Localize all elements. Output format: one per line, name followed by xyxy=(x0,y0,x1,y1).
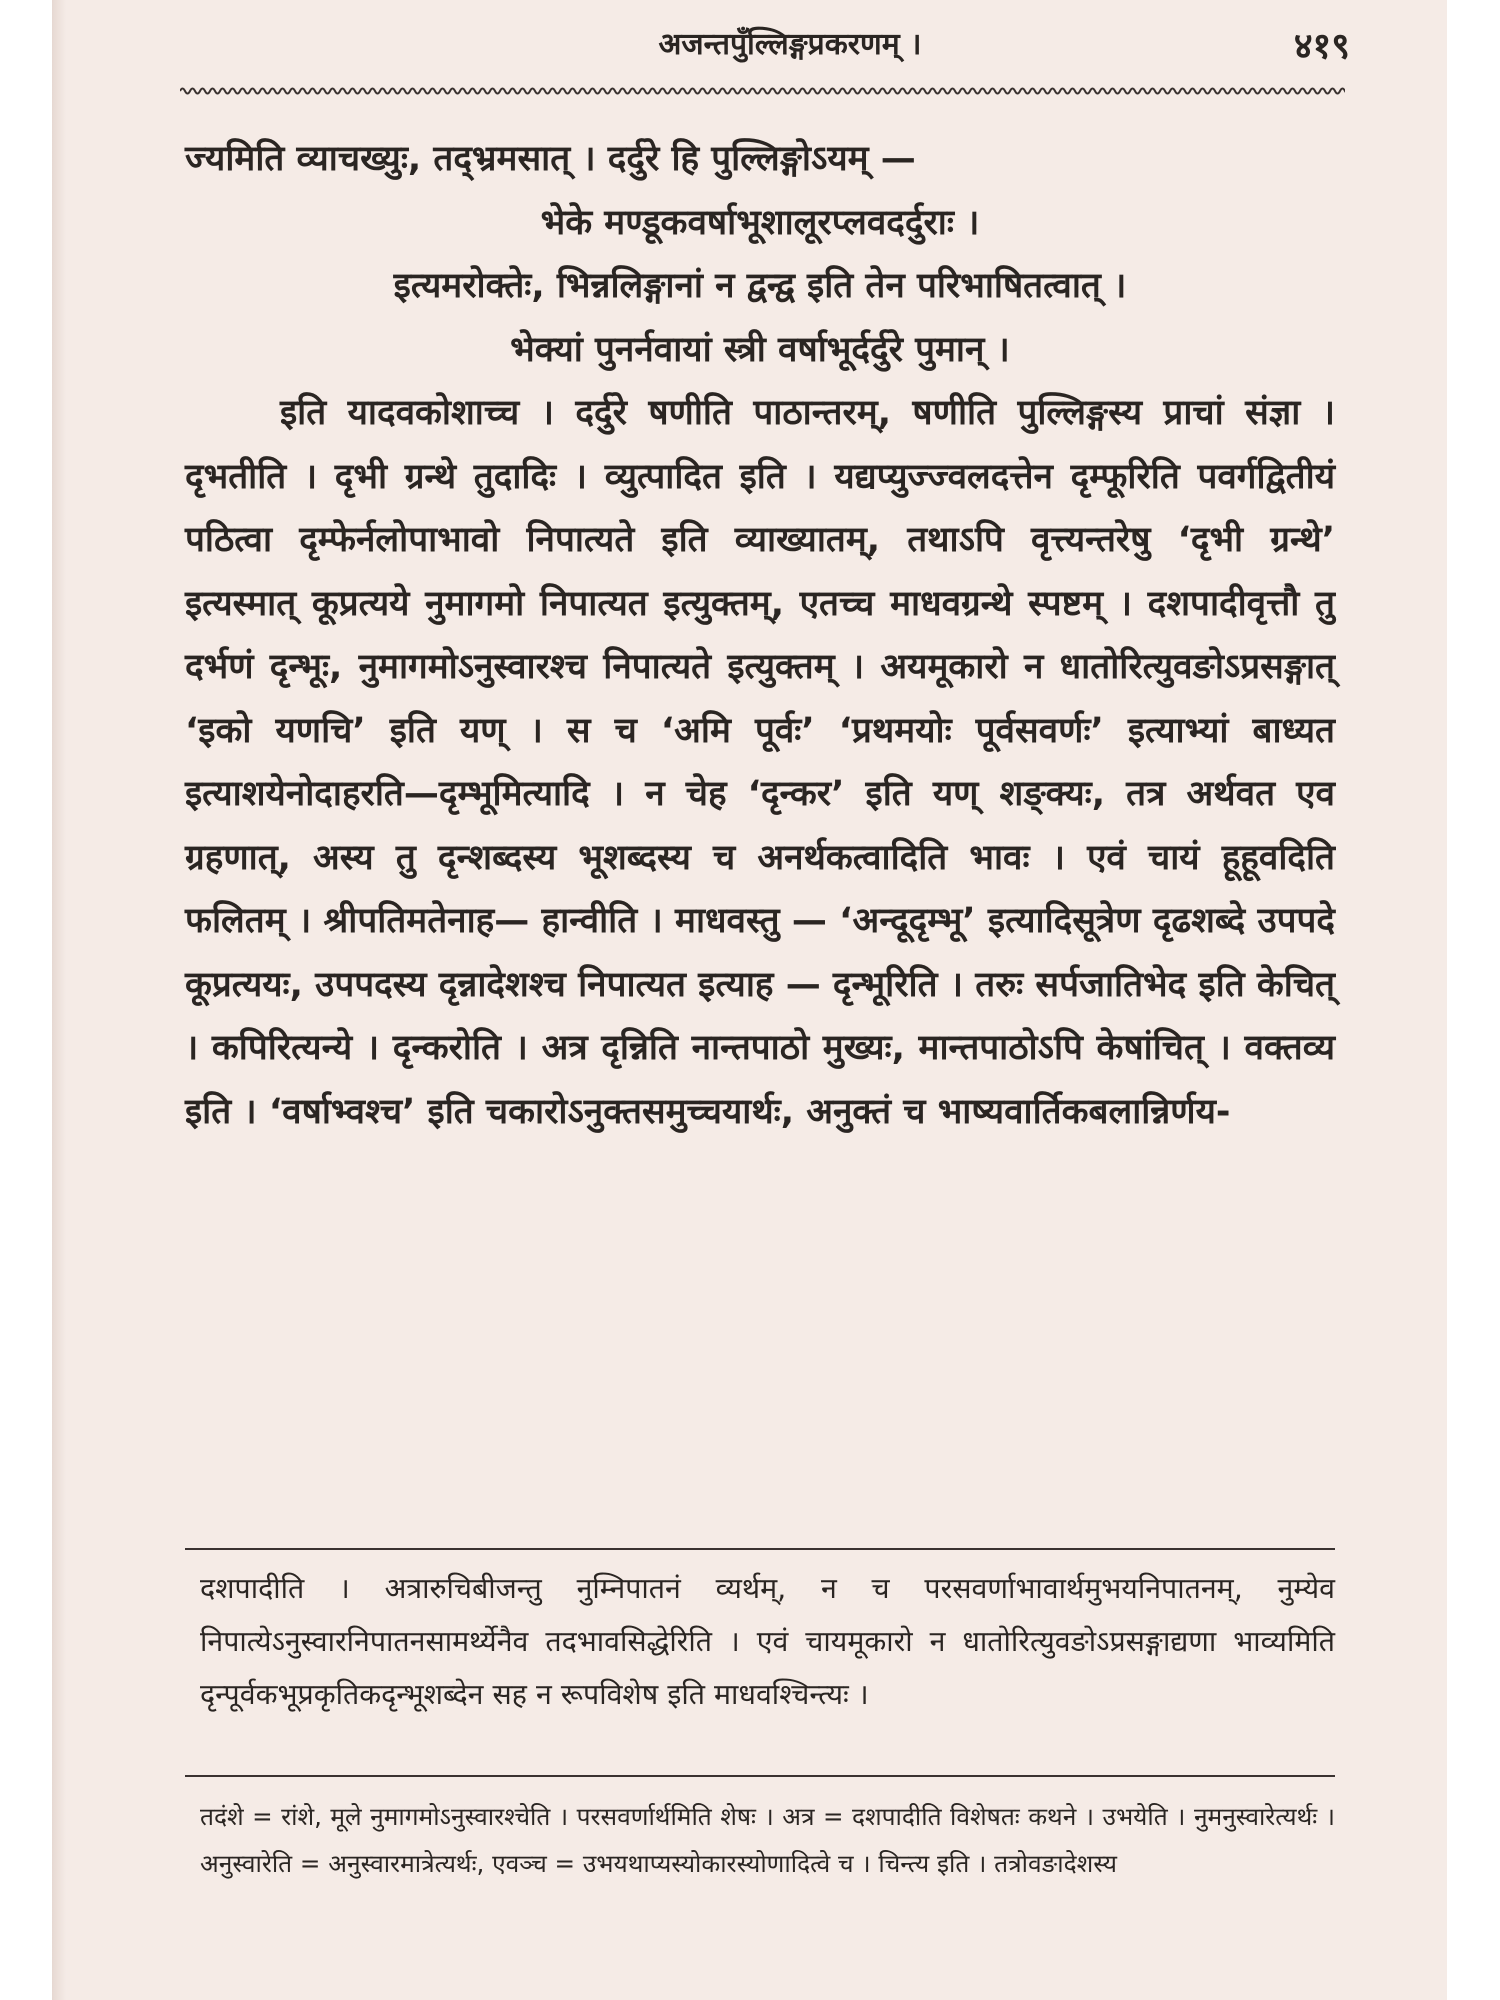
running-head: अजन्तपुँल्लिङ्गप्रकरणम् । xyxy=(658,27,922,62)
text-line: इत्यमरोक्तेः, भिन्नलिङ्गानां न द्वन्द्व इति तेन परिभाषितत्वात् । xyxy=(393,266,1127,306)
main-text-block xyxy=(185,128,1335,1144)
ornamental-wavy-rule xyxy=(180,84,1345,98)
commentary-note xyxy=(200,1562,1335,1721)
text-line: ज्यमिति व्याचख्युः, तद्भ्रमसात् । दर्दुरे हि पुल्लिङ्गोऽयम् — xyxy=(185,139,916,179)
verse-line: भेक्यां पुनर्नवायां स्त्री वर्षाभूर्दर्दुरे पुमान् । xyxy=(510,329,1010,370)
subnote-divider xyxy=(185,1775,1335,1777)
verse-line: भेके मण्डूकवर्षाभूशालूरप्लवदर्दुराः । xyxy=(540,202,980,243)
sub-commentary-note xyxy=(200,1793,1335,1887)
commentary-text: दशपादीति । अत्रारुचिबीजन्तु नुम्निपातनं व्यर्थम्, न च परसवर्णाभावार्थमुभयनिपातनम्, नुम्येव निपात्येऽनुस्वारनिपातनसामर्थ्येनैव तदभावसिद्धेरिति । एवं चायमूकारो न धातोरित्युवङोऽप्रसङ्गाद्यणा भाव्यमिति दृन्पूर्वकभूप्रकृतिकदृन्भूशब्देन सह न रूपविशेष इति माधवश्चिन्त्यः । xyxy=(200,1572,1335,1711)
footnote-divider xyxy=(185,1548,1335,1550)
page-edge-shadow xyxy=(52,0,66,2000)
sub-commentary-text: तदंशे = रांशे, मूले नुमागमोऽनुस्वारश्चेति । परसवर्णार्थमिति शेषः । अत्र = दशपादीति विशेषतः कथने । उभयेति । नुमनुस्वारेत्यर्थः । अनुस्वारेति = अनुस्वारमात्रेत्यर्थः, एवञ्च = उभयथाप्यस्योकारस्योणादित्वे च । चिन्त्य इति । तत्रोवङादेशस्य xyxy=(200,1802,1335,1878)
main-paragraph: इति यादवकोशाच्च । दर्दुरे षणीति पाठान्तरम्, षणीति पुल्लिङ्गस्य प्राचां संज्ञा । दृभतीति । दृभी ग्रन्थे तुदादिः । व्युत्पादित इति । यद्यप्युज्ज्वलदत्तेन दृम्फूरिति पवर्गद्वितीयं पठित्वा दृम्फेर्नलोपाभावो निपात्यते इति व्याख्यातम्, तथाऽपि वृत्त्यन्तरेषु ‘दृभी ग्रन्थे’ इत्यस्मात् कूप्रत्यये नुमागमो निपात्यत इत्युक्तम्, एतच्च माधवग्रन्थे स्पष्टम् । दशपादीवृत्तौ तु दर्भणं दृन्भूः, नुमागमोऽनुस्वारश्च निपात्यते इत्युक्तम् । अयमूकारो न धातोरित्युवङोऽप्रसङ्गात् ‘इको यणचि’ इति यण् । स च ‘अमि पूर्वः’ ‘प्रथमयोः पूर्वसवर्णः’ इत्याभ्यां बाध्यत इत्याशयेनोदाहरति—दृम्भूमित्यादि । न चेह ‘दृन्कर’ इति यण् शङ्क्यः, तत्र अर्थवत एव ग्रहणात्, अस्य तु दृन्शब्दस्य भूशब्दस्य च अनर्थकत्वादिति भावः । एवं चायं हूहूवदिति फलितम् । श्रीपतिमतेनाह— हान्वीति । माधवस्तु — ‘अन्दूदृम्भू’ इत्यादिसूत्रेण दृढशब्दे उपपदे कूप्रत्ययः, उपपदस्य दृन्नादेशश्च निपात्यत इत्याह — दृन्भूरिति । तरुः सर्पजातिभेद इति केचित् । कपिरित्यन्ये । दृन्करोति । अत्र दृन्निति नान्तपाठो मुख्यः, मान्तपाठोऽपि केषांचित् । वक्तव्य इति । ‘वर्षाभ्वश्च’ इति चकारोऽनुक्तसमुच्चयार्थः, अनुक्तं च भाष्यवार्तिकबलान्निर्णय- xyxy=(185,393,1335,1132)
page-number: ४१९ xyxy=(1293,26,1350,67)
